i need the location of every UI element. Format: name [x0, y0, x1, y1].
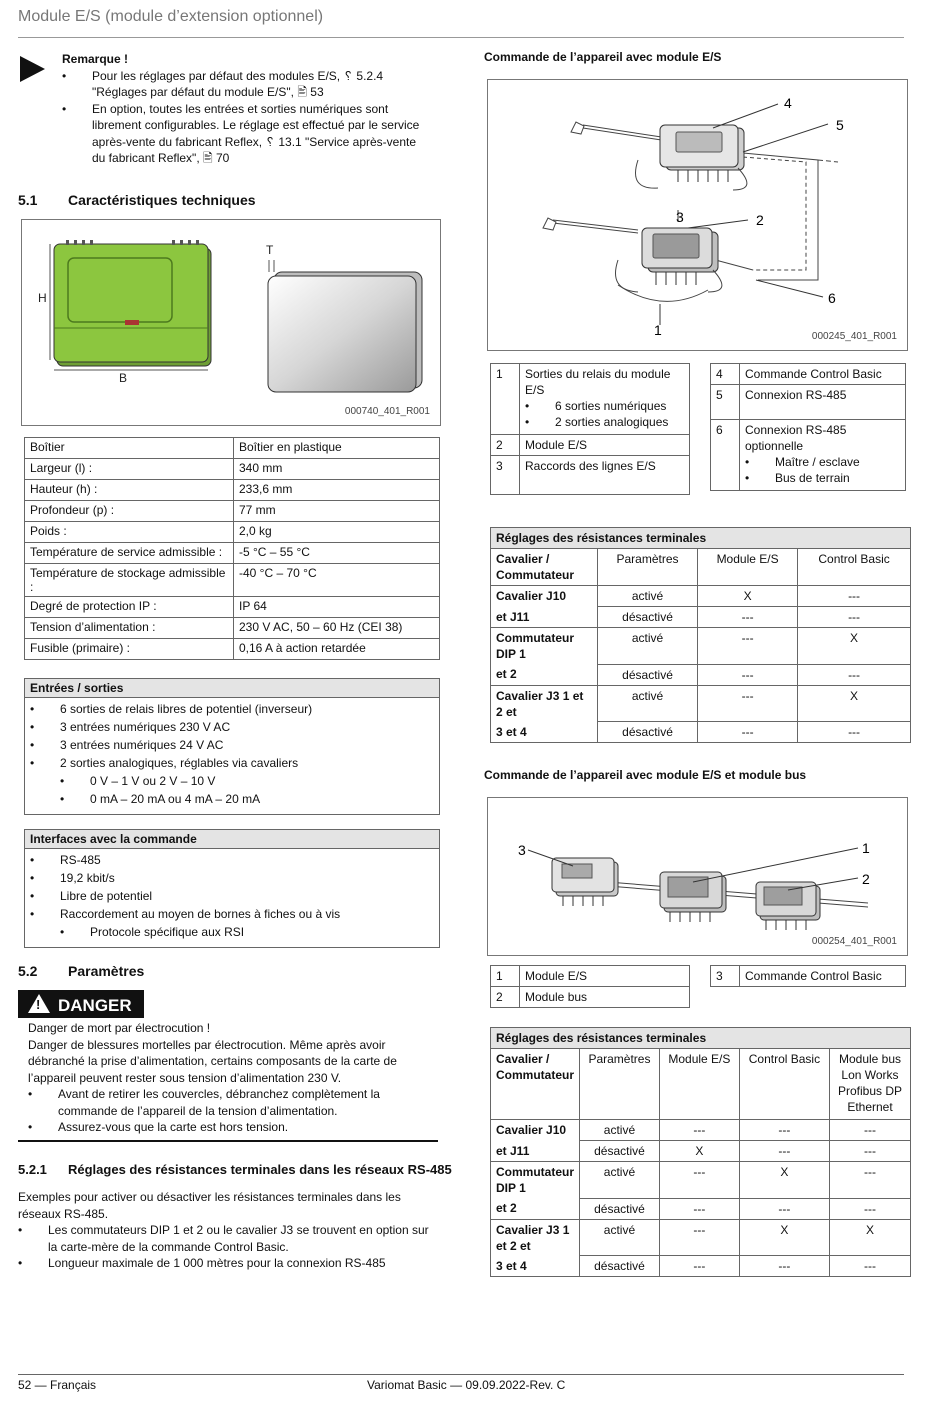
table-cell: --- — [698, 664, 798, 685]
callout-1: 1 — [862, 840, 870, 856]
table-cell: activé — [598, 628, 698, 665]
table-cell: activé — [580, 1219, 660, 1256]
table-cell: --- — [698, 722, 798, 743]
danger-line-1: Danger de mort par électrocution ! — [28, 1021, 211, 1035]
note-item: • En option, toutes les entrées et sorties numériques sont librement configurables. Le réglage est effectué par le service après-vente du fabricant Reflex, ␦ 13.1 "Service après-vente du fabricant Reflex", 🖹 70 — [62, 101, 432, 167]
dim-label-b: B — [119, 371, 128, 385]
callout-5: 5 — [836, 117, 844, 133]
table-cell: --- — [659, 1198, 739, 1219]
table-row — [491, 607, 911, 628]
table-cell: --- — [659, 1120, 739, 1141]
spec-value: -5 °C – 55 °C — [234, 543, 440, 564]
table-cell: X — [659, 1141, 739, 1162]
legend-row: 4 Commande Control Basic — [711, 364, 906, 385]
spec-value: IP 64 — [234, 597, 440, 618]
table-row — [491, 1120, 911, 1141]
table-cell: --- — [830, 1162, 911, 1199]
note-title: Remarque ! — [62, 52, 129, 66]
dim-label-h: H — [38, 291, 47, 305]
table-row — [491, 685, 911, 722]
group-label: Cavalier J10 — [491, 1120, 580, 1141]
legend-row: 1 Sorties du relais du module E/S • 6 sorties numériques • 2 sorties analogiques — [491, 364, 690, 435]
spec-value: 2,0 kg — [234, 522, 440, 543]
spec-table — [24, 437, 440, 660]
figure-id: 000254_401_R001 — [811, 936, 897, 947]
danger-divider — [18, 1140, 438, 1142]
table-row — [491, 722, 911, 743]
footer-page: 52 — Français — [18, 1378, 97, 1392]
legend-row: 3 Raccords des lignes E/S — [491, 456, 690, 495]
table-cell: désactivé — [598, 722, 698, 743]
spec-value: Boîtier en plastique — [234, 438, 440, 459]
table-row — [491, 1141, 911, 1162]
group-label: Cavalier J3 1 et 2 et — [491, 685, 598, 722]
note-arrow-icon — [20, 56, 45, 82]
table-cell: X — [739, 1219, 829, 1256]
table-cell: --- — [798, 722, 911, 743]
group-label: Cavalier J3 1 et 2 et — [491, 1219, 580, 1256]
spec-row — [25, 564, 440, 597]
table-cell: X — [739, 1162, 829, 1199]
group-label: et J11 — [491, 607, 598, 628]
list-item: • 3 entrées numériques 24 V AC — [30, 736, 434, 754]
callout-3: 3 — [676, 209, 684, 225]
group-label: et J11 — [491, 1141, 580, 1162]
dim-label-t: T — [266, 243, 274, 257]
group-label: 3 et 4 — [491, 1256, 580, 1277]
table-cell: --- — [698, 685, 798, 722]
spec-row — [25, 438, 440, 459]
list-item: • Libre de potentiel — [30, 887, 434, 905]
figure-caption-1: Commande de l’appareil avec module E/S — [484, 50, 722, 64]
section-item: • Les commutateurs DIP 1 et 2 ou le cavalier J3 se trouvent en option sur la carte-mère de la commande Control Basic. — [18, 1222, 430, 1255]
table-row — [491, 586, 911, 607]
spec-label: Température de stockage admissible : — [25, 564, 234, 597]
spec-label: Boîtier — [25, 438, 234, 459]
spec-label: Tension d’alimentation : — [25, 618, 234, 639]
list-item: • RS-485 — [30, 851, 434, 869]
table-cell: --- — [830, 1256, 911, 1277]
table-cell: --- — [830, 1120, 911, 1141]
list-item: • 2 sorties analogiques, réglables via cavaliers — [30, 754, 434, 772]
callout-2: 2 — [862, 871, 870, 887]
control-wiring-illustration — [488, 80, 907, 350]
table-cell: activé — [598, 586, 698, 607]
footer-doc: Variomat Basic — 09.09.2022-Rev. C — [367, 1378, 566, 1392]
table-cell: activé — [580, 1162, 660, 1199]
table-cell: --- — [659, 1256, 739, 1277]
footer-divider — [18, 1374, 904, 1375]
section-item: • Longueur maximale de 1 000 mètres pour la connexion RS-485 — [18, 1255, 430, 1272]
page-header-title: Module E/S (module d’extension optionnel) — [18, 8, 324, 25]
table-title: Réglages des résistances terminales — [491, 528, 911, 549]
note-block — [62, 51, 432, 167]
table-cell: --- — [659, 1219, 739, 1256]
table-cell: --- — [798, 607, 911, 628]
spec-row — [25, 597, 440, 618]
list-item: • 3 entrées numériques 230 V AC — [30, 718, 434, 736]
table-row — [491, 1198, 911, 1219]
table-cell: --- — [739, 1256, 829, 1277]
group-label: Commutateur DIP 1 — [491, 628, 598, 665]
spec-label: Fusible (primaire) : — [25, 639, 234, 660]
spec-value: 233,6 mm — [234, 480, 440, 501]
spec-value: 340 mm — [234, 459, 440, 480]
section-heading-5-1: 5.1 Caractéristiques techniques — [18, 192, 256, 208]
table-row — [491, 1219, 911, 1256]
table-cell: --- — [830, 1141, 911, 1162]
group-label: et 2 — [491, 664, 598, 685]
callout-2: 2 — [756, 212, 764, 228]
spec-row — [25, 459, 440, 480]
table-cell: activé — [580, 1120, 660, 1141]
legend-row: 1 Module E/S — [491, 966, 690, 987]
spec-row — [25, 501, 440, 522]
termination-table-1: Réglages des résistances terminales Cavalier / Commutateur Paramètres Module E/S Control Basic Cavalier J10 activé X --- et J11 désactivé --- --- Commutateur DIP 1 activé --- X et 2 désactivé --- --- Cavalier J3 1 et 2 et activé --- X 3 et 4 désactivé --- --- — [490, 527, 911, 743]
table-cell: --- — [739, 1120, 829, 1141]
table-row — [491, 1256, 911, 1277]
table-cell: désactivé — [580, 1256, 660, 1277]
list-item: • Protocole spécifique aux RSI — [30, 923, 434, 941]
table-cell: X — [798, 628, 911, 665]
interfaces-list-box — [24, 829, 440, 948]
group-label: et 2 — [491, 1198, 580, 1219]
legend-row: 6 Connexion RS-485 optionnelle • Maître / esclave • Bus de terrain — [711, 420, 906, 491]
termination-table-2: Réglages des résistances terminales Cavalier / Commutateur Paramètres Module E/S Control Basic Module bus Lon Works Profibus DP Ethernet Cavalier J10 activé --- --- --- et J11 désactivé X --- --- Commutateur DIP 1 activé --- X --- et 2 désactivé --- --- --- Cavalier J3 1 et 2 et activé --- X X 3 et 4 désactivé --- --- --- — [490, 1027, 911, 1277]
list-item: • 19,2 kbit/s — [30, 869, 434, 887]
table-cell: désactivé — [580, 1141, 660, 1162]
legend-table-right-2 — [710, 965, 906, 987]
spec-value: 77 mm — [234, 501, 440, 522]
spec-label: Température de service admissible : — [25, 543, 234, 564]
spec-value: 230 V AC, 50 – 60 Hz (CEI 38) — [234, 618, 440, 639]
legend-row: 2 Module bus — [491, 987, 690, 1008]
spec-label: Profondeur (p) : — [25, 501, 234, 522]
legend-table-left — [490, 363, 690, 495]
bus-wiring-illustration — [488, 798, 907, 955]
io-list-box — [24, 678, 440, 815]
legend-row: 2 Module E/S — [491, 435, 690, 456]
table-cell: activé — [598, 685, 698, 722]
table-cell: désactivé — [580, 1198, 660, 1219]
section-intro: Exemples pour activer ou désactiver les résistances terminales dans les réseaux RS-485. — [18, 1190, 401, 1221]
spec-row — [25, 618, 440, 639]
list-item: • 6 sorties de relais libres de potentiel (inverseur) — [30, 700, 434, 718]
header-divider — [18, 37, 904, 38]
figure-io-module-dimensions — [21, 219, 441, 426]
spec-row — [25, 639, 440, 660]
table-cell: --- — [698, 607, 798, 628]
table-cell: --- — [798, 586, 911, 607]
table-cell: --- — [739, 1141, 829, 1162]
danger-text — [28, 1020, 428, 1136]
group-label: Cavalier J10 — [491, 586, 598, 607]
legend-row: 3 Commande Control Basic — [711, 966, 906, 987]
table-title: Réglages des résistances terminales — [491, 1028, 911, 1049]
note-item: • Pour les réglages par défaut des modules E/S, ␦ 5.2.4 "Réglages par défaut du module E/S", 🖹 53 — [62, 68, 432, 101]
table-row — [491, 1162, 911, 1199]
spec-label: Largeur (l) : — [25, 459, 234, 480]
table-cell: désactivé — [598, 607, 698, 628]
table-row — [491, 628, 911, 665]
figure-id: 000740_401_R001 — [344, 406, 430, 417]
danger-item: • Assurez-vous que la carte est hors tension. — [28, 1119, 428, 1136]
danger-item: • Avant de retirer les couvercles, débranchez complètement la commande de l’appareil de la tension d’alimentation. — [28, 1086, 428, 1119]
table-cell: --- — [830, 1198, 911, 1219]
spec-row — [25, 480, 440, 501]
table-cell: X — [830, 1219, 911, 1256]
danger-badge: ! DANGER — [18, 990, 144, 1018]
legend-table-right — [710, 363, 906, 491]
spec-label: Poids : — [25, 522, 234, 543]
spec-value: 0,16 A à action retardée — [234, 639, 440, 660]
table-cell: désactivé — [598, 664, 698, 685]
list-item: • Raccordement au moyen de bornes à fiches ou à vis — [30, 905, 434, 923]
table-cell: X — [698, 586, 798, 607]
table-cell: --- — [698, 628, 798, 665]
callout-1: 1 — [654, 322, 662, 338]
spec-label: Hauteur (h) : — [25, 480, 234, 501]
spec-row — [25, 543, 440, 564]
table-cell: --- — [659, 1162, 739, 1199]
legend-table-left-2 — [490, 965, 690, 1008]
section-heading-5-2-1: 5.2.1 Réglages des résistances terminales dans les réseaux RS-485 — [18, 1162, 452, 1177]
legend-row: 5 Connexion RS-485 — [711, 385, 906, 420]
group-label: Commutateur DIP 1 — [491, 1162, 580, 1199]
group-label: 3 et 4 — [491, 722, 598, 743]
section-heading-5-2: 5.2 Paramètres — [18, 963, 145, 979]
figure-control-with-io — [487, 79, 908, 351]
io-module-illustration — [22, 220, 440, 425]
table-row — [491, 664, 911, 685]
danger-line-2: Danger de blessures mortelles par électrocution. Même après avoir débranché la prise d’alimentation, certains composants de la carte de l’appareil peuvent rester sous tension d’alimentation 230 V. — [28, 1037, 397, 1085]
list-item: • 0 mA – 20 mA ou 4 mA – 20 mA — [30, 790, 434, 808]
callout-3: 3 — [518, 842, 526, 858]
figure-id: 000245_401_R001 — [811, 331, 897, 342]
figure-control-with-bus — [487, 797, 908, 956]
table-cell: --- — [798, 664, 911, 685]
spec-row — [25, 522, 440, 543]
io-list-title: Entrées / sorties — [25, 679, 439, 698]
table-cell: --- — [739, 1198, 829, 1219]
callout-6: 6 — [828, 290, 836, 306]
table-cell: X — [798, 685, 911, 722]
interfaces-list-title: Interfaces avec la commande — [25, 830, 439, 849]
callout-4: 4 — [784, 95, 792, 111]
figure-caption-2: Commande de l’appareil avec module E/S et module bus — [484, 768, 807, 782]
spec-value: -40 °C – 70 °C — [234, 564, 440, 597]
section-5-2-1-text — [18, 1189, 430, 1272]
spec-label: Degré de protection IP : — [25, 597, 234, 618]
list-item: • 0 V – 1 V ou 2 V – 10 V — [30, 772, 434, 790]
